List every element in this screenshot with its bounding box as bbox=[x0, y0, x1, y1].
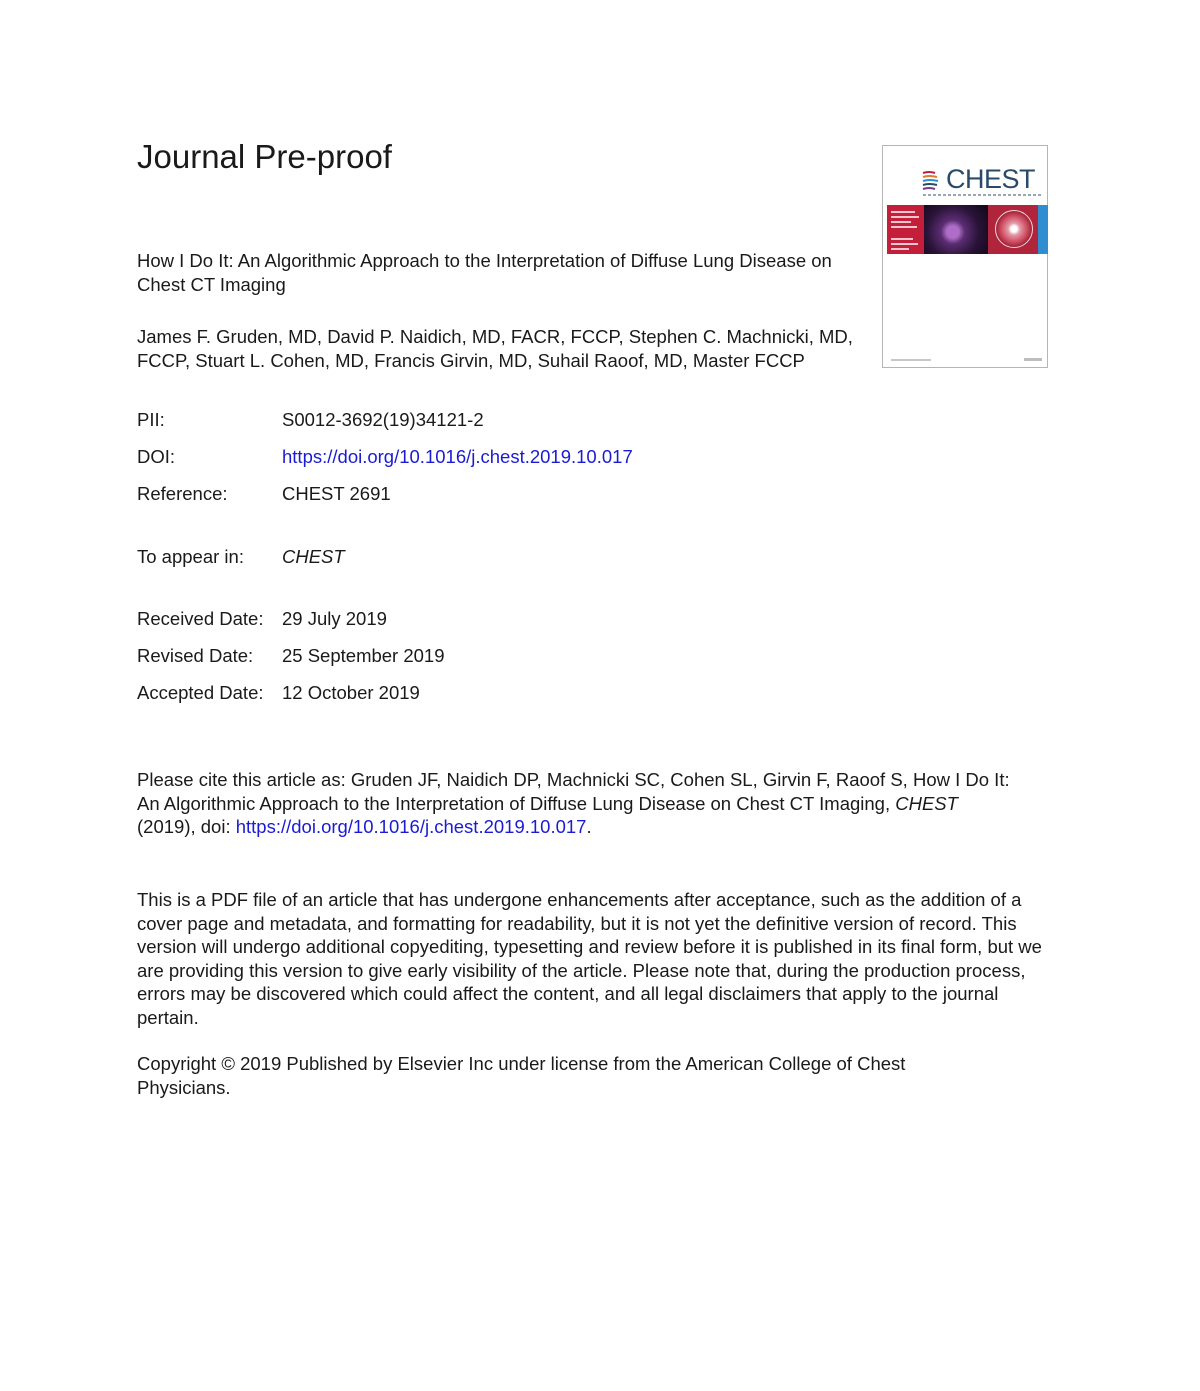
meta-appear-in bbox=[137, 545, 345, 568]
citation-doi-link[interactable]: https://doi.org/10.1016/j.chest.2019.10.017 bbox=[235, 816, 587, 838]
cover-image-band bbox=[887, 205, 1048, 254]
journal-cover-thumbnail bbox=[882, 145, 1048, 368]
meta-doi bbox=[137, 445, 633, 468]
cover-logo bbox=[921, 164, 1035, 195]
meta-value: CHEST 2691 bbox=[282, 483, 391, 504]
cover-blue-strip bbox=[1038, 205, 1048, 254]
cover-tagline-rule bbox=[923, 194, 1041, 196]
page-title: Journal Pre-proof bbox=[137, 138, 392, 175]
citation-paragraph bbox=[137, 768, 1017, 839]
cover-publisher-mark bbox=[1024, 358, 1042, 361]
meta-value: CHEST bbox=[282, 546, 345, 567]
chest-logo-icon bbox=[921, 170, 943, 190]
meta-accepted-date bbox=[137, 681, 420, 704]
cover-red-panel bbox=[887, 205, 924, 254]
cover-image-2 bbox=[988, 205, 1038, 254]
meta-reference bbox=[137, 482, 391, 505]
disclaimer-paragraph: This is a PDF file of an article that has undergone enhancements after acceptance, such as the addition of a cover page and metadata, and formatting for readability, but it is not yet the definitive version of record. This version will undergo additional copyediting, typesetting and review before it is published in its final form, but we are providing this version to give early visibility of the article. Please note that, during the production process, errors may be discovered which could affect the content, and all legal disclaimers that apply to the journal pertain. bbox=[137, 889, 1042, 1028]
copyright-paragraph: Copyright © 2019 Published by Elsevier Inc under license from the American College of Chest Physicians. bbox=[137, 1053, 906, 1098]
meta-label: Received Date: bbox=[137, 608, 264, 629]
cover-footer-text bbox=[891, 359, 931, 361]
meta-value: 29 July 2019 bbox=[282, 608, 387, 629]
doi-link[interactable]: https://doi.org/10.1016/j.chest.2019.10.017 bbox=[282, 446, 633, 467]
citation-text: . bbox=[586, 816, 592, 838]
meta-label: Accepted Date: bbox=[137, 682, 264, 703]
meta-received-date bbox=[137, 607, 387, 630]
meta-label: PII: bbox=[137, 409, 165, 430]
article-authors: James F. Gruden, MD, David P. Naidich, MD, FACR, FCCP, Stephen C. Machnicki, MD, FCCP, Stuart L. Cohen, MD, Francis Girvin, MD, Suhail Raoof, MD, Master FCCP bbox=[137, 326, 853, 371]
citation-text: Please cite this article as: Gruden JF, Naidich DP, Machnicki SC, Cohen SL, Girvin F, Raoof S, How I Do It: An Algorithmic Approach to the Interpretation of Diffuse Lung Disease on Chest CT Imaging, bbox=[137, 769, 1010, 814]
meta-label: To appear in: bbox=[137, 546, 244, 567]
meta-revised-date bbox=[137, 644, 445, 667]
meta-label: DOI: bbox=[137, 446, 176, 467]
meta-value: 25 September 2019 bbox=[282, 645, 445, 666]
meta-label: Reference: bbox=[137, 483, 228, 504]
article-title: How I Do It: An Algorithmic Approach to the Interpretation of Diffuse Lung Disease on Chest CT Imaging bbox=[137, 250, 832, 295]
meta-label: Revised Date: bbox=[137, 645, 254, 666]
citation-journal: CHEST bbox=[895, 792, 958, 814]
cover-image-1 bbox=[924, 205, 988, 254]
citation-text: (2019), doi: bbox=[137, 816, 236, 838]
meta-value: S0012-3692(19)34121-2 bbox=[282, 409, 484, 430]
meta-value: 12 October 2019 bbox=[282, 682, 420, 703]
cover-logo-text: CHEST bbox=[946, 164, 1036, 194]
meta-pii bbox=[137, 408, 484, 431]
